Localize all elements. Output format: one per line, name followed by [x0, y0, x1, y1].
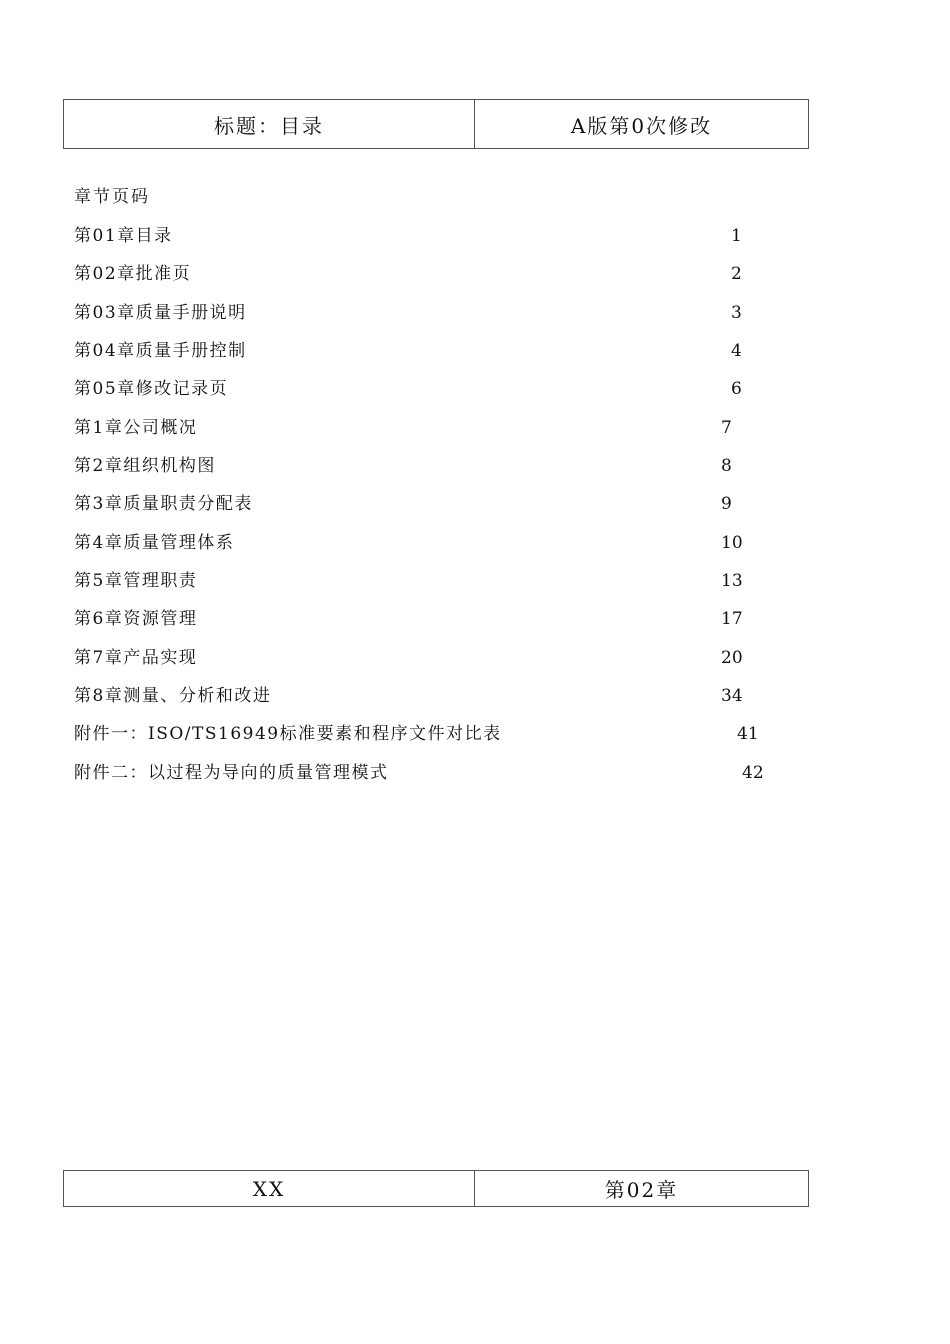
table-of-contents: [0, 225, 950, 800]
toc-entry-title: 第5章管理职责: [74, 571, 198, 592]
toc-entry[interactable]: [0, 493, 950, 531]
toc-entry[interactable]: [0, 570, 950, 608]
toc-entry-title: 第04章质量手册控制: [74, 341, 247, 362]
toc-entry-title: 第05章修改记录页: [74, 379, 229, 400]
toc-entry-page: 17: [721, 609, 743, 630]
toc-entry[interactable]: [0, 378, 950, 416]
toc-entry-page: 9: [721, 494, 732, 515]
toc-entry-page: 6: [731, 379, 742, 400]
toc-entry-title: 附件一：ISO/TS16949标准要素和程序文件对比表: [74, 724, 502, 745]
toc-entry-title: 第6章资源管理: [74, 609, 198, 630]
toc-entry[interactable]: [0, 647, 950, 685]
toc-entry-page: 3: [731, 302, 742, 323]
toc-entry-page: 20: [721, 647, 743, 668]
toc-entry-title: 第1章公司概况: [74, 417, 198, 438]
toc-entry-page: 42: [742, 762, 764, 783]
toc-entry[interactable]: [0, 417, 950, 455]
toc-heading: 章节页码: [74, 187, 150, 207]
toc-entry-title: 附件二：以过程为导向的质量管理模式: [74, 762, 389, 783]
toc-entry-page: 7: [721, 417, 732, 438]
toc-entry-title: 第03章质量手册说明: [74, 302, 247, 323]
toc-entry-page: 2: [731, 264, 742, 285]
toc-entry-page: 8: [721, 456, 732, 477]
header-table: [63, 99, 809, 149]
toc-entry[interactable]: [0, 608, 950, 646]
toc-entry[interactable]: [0, 762, 950, 800]
toc-entry[interactable]: [0, 532, 950, 570]
toc-entry[interactable]: [0, 455, 950, 493]
revision-label: A版第0次修改: [475, 100, 809, 149]
toc-entry-page: 13: [721, 571, 743, 592]
toc-entry-page: 4: [731, 341, 742, 362]
toc-entry[interactable]: [0, 263, 950, 301]
toc-entry-page: 1: [731, 226, 742, 246]
document-title: 标题：目录: [64, 100, 475, 149]
toc-entry[interactable]: [0, 302, 950, 340]
toc-entry[interactable]: [0, 723, 950, 761]
footer-table: [63, 1170, 809, 1207]
toc-entry-page: 41: [737, 724, 759, 745]
toc-entry[interactable]: [0, 225, 950, 263]
toc-entry-page: 10: [721, 532, 743, 553]
company-name: XX: [64, 1171, 475, 1207]
toc-entry-title: 第3章质量职责分配表: [74, 494, 253, 515]
toc-entry-title: 第4章质量管理体系: [74, 532, 235, 553]
toc-entry-title: 第8章测量、分析和改进: [74, 686, 272, 707]
toc-entry-title: 第7章产品实现: [74, 647, 198, 668]
toc-entry-title: 第01章目录: [74, 226, 173, 246]
toc-entry[interactable]: [0, 340, 950, 378]
toc-entry-title: 第02章批准页: [74, 264, 192, 285]
chapter-label: 第02章: [475, 1171, 809, 1207]
toc-entry-page: 34: [721, 686, 743, 707]
toc-entry-title: 第2章组织机构图: [74, 456, 216, 477]
toc-entry[interactable]: [0, 685, 950, 723]
